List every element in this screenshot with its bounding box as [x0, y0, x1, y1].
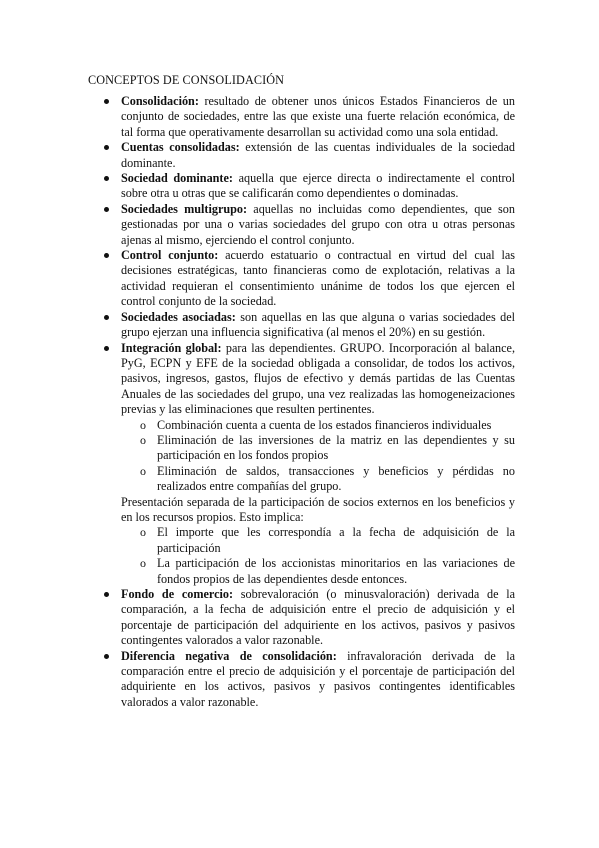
term: Fondo de comercio:: [121, 587, 234, 601]
bullet-icon: [104, 176, 109, 181]
sublist: [121, 525, 515, 587]
concept-list: [0, 94, 599, 710]
bullet-icon: [104, 253, 109, 258]
page-title: CONCEPTOS DE CONSOLIDACIÓN: [88, 73, 285, 87]
bullet-icon: [104, 99, 109, 104]
circle-bullet-icon: o: [140, 432, 146, 447]
sublist-item: o Eliminación de las inversiones de la matriz en las dependientes y su participación en los fondos propios: [140, 432, 515, 463]
list-item-sociedad-dominante: [121, 171, 515, 202]
bullet-icon: [104, 207, 109, 212]
list-item-sociedades-asociadas: [121, 310, 515, 341]
sublist-item: o Combinación cuenta a cuenta de los estados financieros individuales: [140, 417, 492, 432]
definition: acuerdo estatuario o contractual en virtud del cual las decisiones estratégicas, tanto financieras como de explotación, relativas a la actividad requieran el consentimiento unánime de todos los que ejercen el control conjunto de la sociedad.: [121, 248, 515, 309]
bullet-icon: [104, 654, 109, 659]
sublist-item: o Eliminación de saldos, transacciones y beneficios y pérdidas no realizados entre compañías del grupo.: [140, 463, 515, 494]
definition: aquellas no incluidas como dependientes, que son gestionadas por una o varias sociedades del grupo con otra u otras personas ajenas al mismo, ejerciendo el control conjunto.: [121, 201, 515, 247]
bullet-icon: [104, 346, 109, 351]
circle-bullet-icon: o: [140, 463, 146, 478]
sublist-item: o La participación de los accionistas minoritarios en las variaciones de fondos propios de las dependientes desde entonces.: [140, 556, 515, 586]
term: Integración global:: [121, 340, 222, 355]
list-item-diferencia-negativa: [121, 649, 515, 711]
list-item-sociedades-multigrupo: [121, 202, 515, 248]
definition: para las dependientes. GRUPO. Incorporación al balance, PyG, ECPN y EFE de la sociedad obligada a consolidar, de todos los activos, pasivos, ingresos, gastos, flujos de efectivo y demás partidas de las Cuentas Anuales de las sociedades del grupo, una vez realizadas las homogeneizaciones previas y las eliminaciones que resulten pertinentes.: [121, 340, 515, 417]
list-item-consolidacion: [121, 94, 515, 140]
bullet-icon: [104, 145, 109, 150]
paragraph: Presentación separada de la participación de socios externos en los beneficios y en los recursos propios. Esto implica:: [121, 494, 515, 524]
sublist: [121, 418, 515, 495]
definition: aquella que ejerce directa o indirectamente el control sobre otra u otras que se calificarán como dependientes o dominadas.: [121, 171, 515, 201]
bullet-icon: [104, 592, 109, 597]
term: Sociedades multigrupo:: [121, 201, 248, 216]
term: Cuentas consolidadas:: [121, 140, 240, 155]
definition: son aquellas en las que alguna o varias sociedades del grupo ejerzan una influencia significativa (al menos el 20%) en su gestión.: [121, 309, 516, 340]
bullet-icon: [104, 315, 109, 320]
circle-bullet-icon: o: [140, 417, 146, 432]
definition: resultado de obtener unos únicos Estados Financieros de un conjunto de sociedades, entre las que existe una fuerte relación económica, de tal forma que operativamente desarrollan su actividad como una sola entidad.: [121, 94, 515, 139]
list-item-cuentas-consolidadas: [121, 140, 515, 171]
circle-bullet-icon: o: [140, 525, 146, 540]
definition: extensión de las cuentas individuales de la sociedad dominante.: [121, 140, 515, 170]
term: Consolidación:: [121, 94, 199, 108]
term: Sociedades asociadas:: [121, 309, 236, 324]
list-item-fondo-comercio: [121, 587, 515, 649]
sublist-item: o El importe que les correspondía a la fecha de adquisición de la participación: [140, 525, 515, 555]
list-item-control-conjunto: [121, 248, 515, 310]
circle-bullet-icon: o: [140, 556, 146, 571]
definition: sobrevaloración (o minusvaloración) derivada de la comparación, a la fecha de adquisición entre el precio de adquisición y el porcentaje de participación del adquiriente en los activos, pasivos y pasivos contingentes valorados a valor razonable.: [121, 587, 516, 648]
term: Control conjunto:: [121, 248, 219, 263]
definition: infravaloración derivada de la comparación entre el precio de adquisición y el porcentaje de participación del adquiriente en los activos, pasivos y pasivos contingentes identificables valorados a valor razonable.: [121, 648, 515, 709]
term: Diferencia negativa de consolidación:: [121, 648, 337, 663]
term: Sociedad dominante:: [121, 171, 233, 186]
list-item-integracion-global: [121, 341, 515, 588]
